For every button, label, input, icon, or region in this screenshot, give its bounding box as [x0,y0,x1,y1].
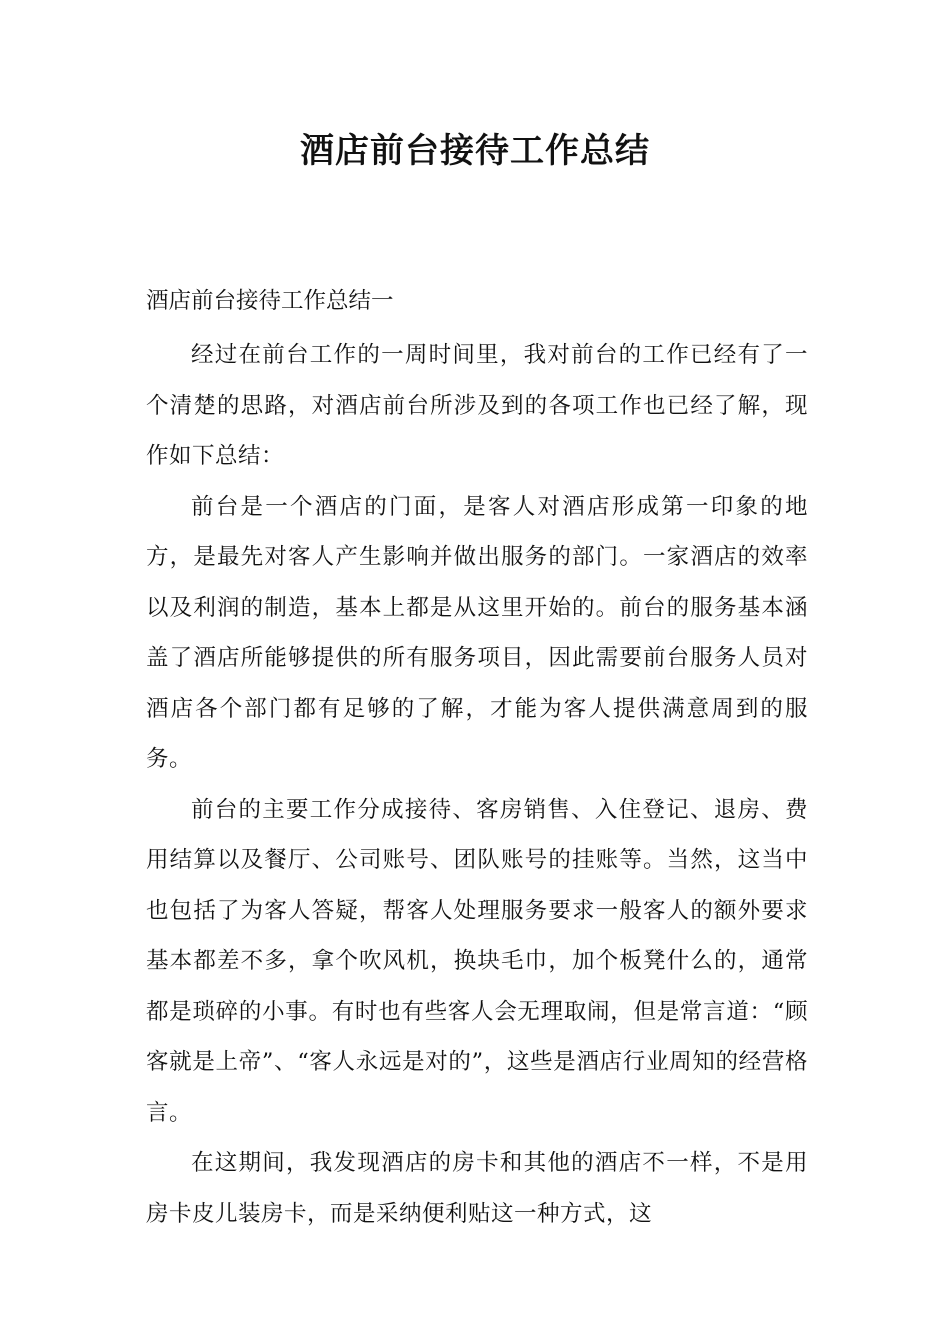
document-body [146,280,808,1239]
paragraph: 经过在前台工作的一周时间里，我对前台的工作已经有了一个清楚的思路，对酒店前台所涉及到的各项工作也已经了解，现作如下总结： [146,342,808,469]
document-title: 酒店前台接待工作总结 [300,131,650,171]
paragraph: 前台的主要工作分成接待、客房销售、入住登记、退房、费用结算以及餐厅、公司账号、团队账号的挂账等。当然，这当中也包括了为客人答疑，帮客人处理服务要求一般客人的额外要求基本都差不多，拿个吹风机，换块毛巾，加个板凳什么的，通常都是琐碎的小事。有时也有些客人会无理取闹，但是常言道：“顾客就是上帝”、“客人永远是对的”，这些是酒店行业周知的经营格言。 [146,796,808,1126]
section-heading: 酒店前台接待工作总结一 [146,288,394,314]
paragraph: 前台是一个酒店的门面，是客人对酒店形成第一印象的地方，是最先对客人产生影响并做出服务的部门。一家酒店的效率以及利润的制造，基本上都是从这里开始的。前台的服务基本涵盖了酒店所能够提供的所有服务项目，因此需要前台服务人员对酒店各个部门都有足够的了解，才能为客人提供满意周到的服务。 [146,493,808,772]
paragraph: 在这期间，我发现酒店的房卡和其他的酒店不一样，不是用房卡皮儿装房卡，而是采纳便利贴这一种方式，这 [146,1150,808,1227]
